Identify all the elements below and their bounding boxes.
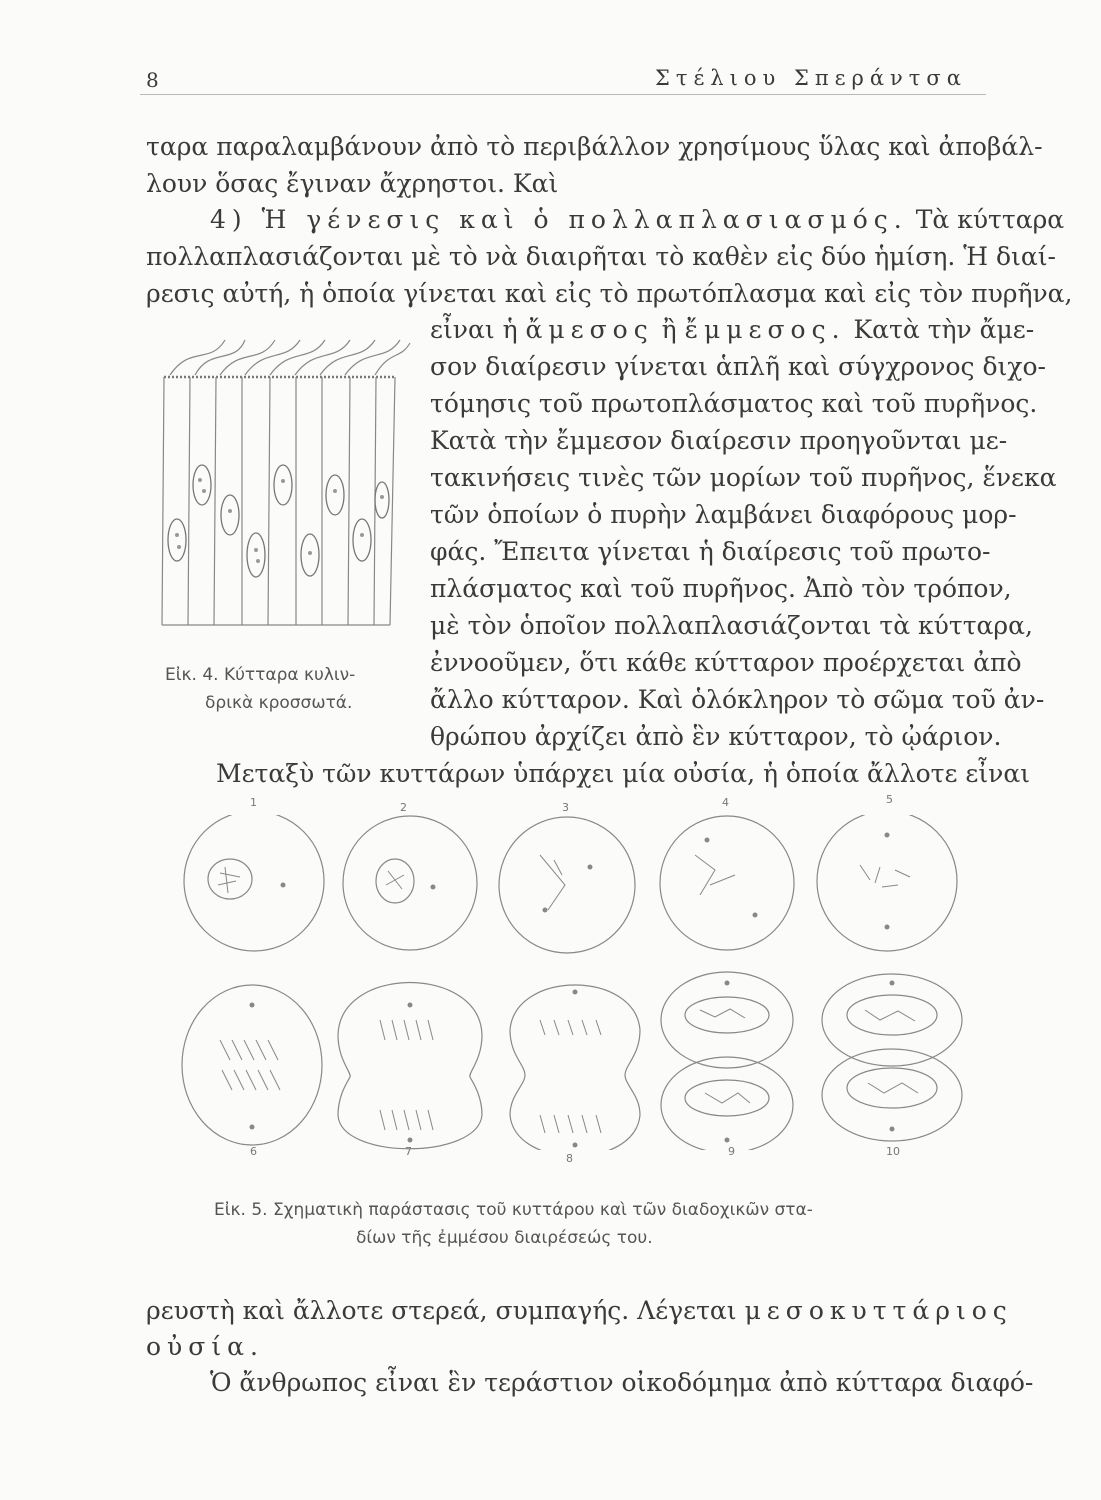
text-line: Ὁ ἄνθρωπος εἶναι ἓν τεράστιον οἰκοδόμημα ἀπὸ κύτταρα διαφό-	[210, 1368, 1034, 1397]
item4-heading: 4) Ἡ γένεσις καὶ ὁ πολλαπλασιασμός.	[210, 205, 908, 234]
figure5-number: 2	[400, 801, 407, 814]
text-line: σον διαίρεσιν γίνεται ἁπλῆ καὶ σύγχρονος διχο-	[430, 352, 1046, 381]
text-line: ρεσις αὐτή, ἡ ὁποία γίνεται καὶ εἰς τὸ πρωτόπλασμα καὶ εἰς τὸν πυρῆνα,	[146, 279, 1073, 308]
text-line-item4	[210, 203, 1064, 237]
text-line: πολλαπλασιάζονται μὲ τὸ νὰ διαιρῆται τὸ καθὲν εἰς δύο ἡμίση. Ἡ διαί-	[146, 242, 1056, 271]
text-line: ἄλλο κύτταρον. Καὶ ὁλόκληρον τὸ σῶμα τοῦ ἀν-	[430, 685, 1045, 714]
figure4-caption-line2: δρικὰ κροσσωτά.	[205, 693, 353, 713]
figure5-number: 4	[722, 796, 729, 809]
figure5-number: 6	[250, 1145, 257, 1158]
term-intercellular: μεσοκυττάριος	[744, 1296, 1013, 1325]
figure5-number: 10	[886, 1145, 900, 1158]
text-line: τόμησις τοῦ πρωτοπλάσματος καὶ τοῦ πυρῆνος.	[430, 389, 1038, 418]
term-direct: ἄμεσος	[525, 315, 654, 344]
figure5-number: 7	[405, 1145, 412, 1158]
figure5-illustration	[170, 815, 970, 1150]
text-line: τῶν ὁποίων ὁ πυρὴν λαμβάνει διαφόρους μορ-	[430, 500, 1017, 529]
text-line: ρευστὴ καὶ ἄλλοτε στερεά, συμπαγής. Λέγεται μεσοκυττάριος	[146, 1296, 1013, 1325]
figure4-illustration	[150, 335, 415, 640]
text-line: μὲ τὸν ὁποῖον πολλαπλασιάζονται τὰ κύτταρα,	[430, 611, 1033, 640]
item4-rest: Τὰ κύτταρα	[915, 205, 1065, 234]
text-line: ταρα παραλαμβάνουν ἀπὸ τὸ περιβάλλον χρησίμους ὕλας καὶ ἀποβάλ-	[146, 132, 1043, 161]
text-line: Κατὰ τὴν ἔμμεσον διαίρεσιν προηγοῦνται με-	[430, 426, 1008, 455]
figure5-number: 5	[886, 793, 893, 806]
figure5-number: 1	[250, 796, 257, 809]
figure5-number: 3	[562, 801, 569, 814]
text-line: λουν ὅσας ἔγιναν ἄχρηστοι. Καὶ	[146, 169, 559, 198]
figure4-caption-line1: Εἰκ. 4. Κύτταρα κυλιν-	[165, 665, 356, 685]
figure5-caption-line2: δίων τῆς ἐμμέσου διαιρέσεώς του.	[356, 1228, 653, 1248]
text-line: ἐννοοῦμεν, ὅτι κάθε κύτταρον προέρχεται ἀπὸ	[430, 648, 1022, 677]
text-line: οὐσία.	[146, 1332, 264, 1361]
page-number: 8	[146, 68, 159, 92]
running-title: Στέλιου Σπεράντσα	[655, 66, 967, 90]
text-line: τακινήσεις τινὲς τῶν μορίων τοῦ πυρῆνος, ἕνεκα	[430, 463, 1057, 492]
figure5-caption-line1: Εἰκ. 5. Σχηματικὴ παράστασις τοῦ κυττάρου καὶ τῶν διαδοχικῶν στα-	[214, 1200, 813, 1220]
header-rule	[140, 94, 986, 95]
text-line: φάς. Ἔπειτα γίνεται ἡ διαίρεσις τοῦ πρωτο-	[430, 537, 991, 566]
text-line: Μεταξὺ τῶν κυττάρων ὑπάρχει μία οὐσία, ἡ ὁποία ἄλλοτε εἶναι	[216, 759, 1031, 788]
text-line: εἶναι ἡ ἄμεσος ἢ ἔμμεσος. Κατὰ τὴν ἄμε-	[430, 315, 1035, 344]
text-line: θρώπου ἀρχίζει ἀπὸ ἓν κύτταρον, τὸ ᾠάριον.	[430, 722, 1002, 751]
text-line: πλάσματος καὶ τοῦ πυρῆνος. Ἀπὸ τὸν τρόπον,	[430, 574, 1012, 603]
figure5-number: 8	[566, 1152, 573, 1165]
term-indirect: ἔμμεσος.	[684, 315, 846, 344]
figure5-number: 9	[728, 1145, 735, 1158]
